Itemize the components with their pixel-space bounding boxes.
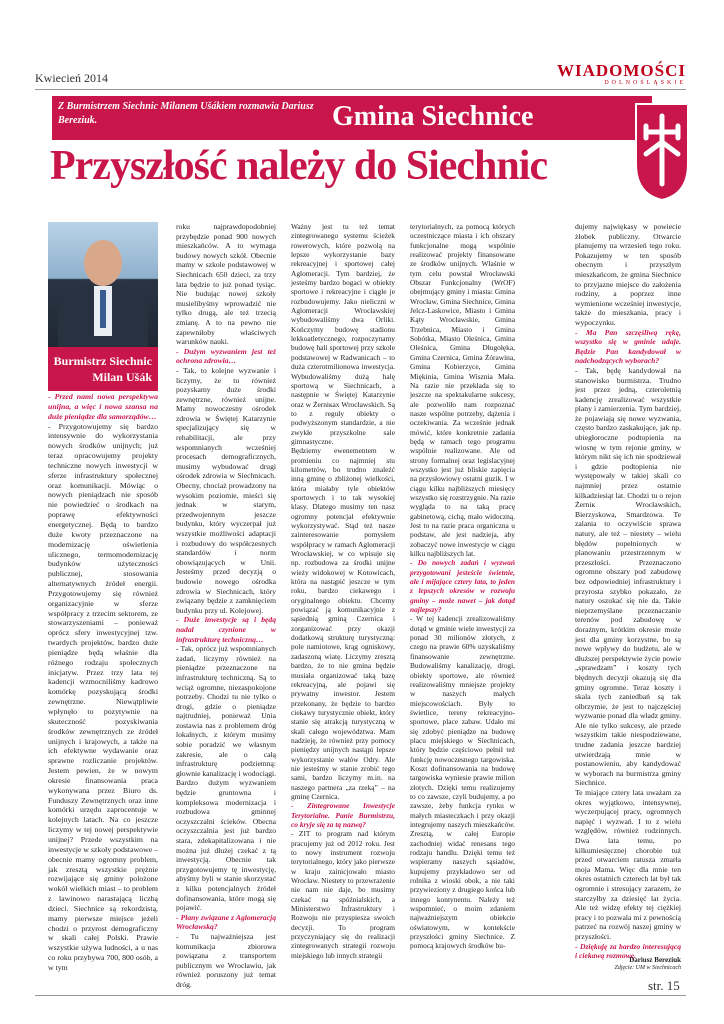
mayor-photo bbox=[48, 222, 158, 347]
question: - Dużym wyzwaniem jest też ochrona zdrowia… bbox=[176, 346, 276, 366]
question: - Przed nami nowa perspektywa unijna, a więc i nowa szansa na duże pieniądze dla samorządów… bbox=[48, 392, 158, 421]
photo-caption bbox=[48, 347, 158, 391]
answer: - ZIT to program nad którym pracujemy już od 2012 roku. Jest to nowy instrument rozwoju terytorialnego, który jako pierwsze w kraju zainicjowało miasto Wrocław. Niestety to przewrażenie nie nam nie daje, bo musimy czekać na spóźnialskich, a Ministerstwo Infrastruktury i Rozwoju nie przyspiesza swoich decyzji. To program przyczyniający się do realizacji zintegrowanych strategii rozwoju miejskiego lub innych strategii bbox=[291, 829, 395, 960]
article-column-4 bbox=[410, 222, 515, 951]
closing-line: - Dziękuję za bardzo interesującą i ciekawą rozmowę. bbox=[575, 941, 681, 961]
author-signature bbox=[575, 956, 681, 972]
siechnice-crest-icon bbox=[634, 102, 690, 202]
caption-line-2: Milan Ušák bbox=[92, 370, 152, 384]
answer: terytorialnych, za pomocą których uczestniczące miasta i ich obszary funkcjonalne mogą wspólnie realizować projekty finansowane ze środków unijnych. Właśnie w tym celu powstał Wrocławski Obszar Funkcjonalny (WrOF) obejmujący gminy i miasta: Gmina Wrocław, Gmina Siechnice, Gmina Jelcz-Laskowice, Miasto i Gmina Kąty Wrocławskie, Gmina Trzebnica, Miasto i Gmina Sobótka, Miasto Oleśnica, Gmina Oleśnica, Gmina Długołęka, Gmina Czernica, Gmina Żórawina, Gmina Kobierzyce, Gmina Miękinia, Gmina Wisznia Mała. Na razie nie przekłada się to jeszcze na spektakularne sukcesy, ale pozwoliło nam rozpoznać nasze wspólne potrzeby, dążenia i oczekiwania. Za wcześnie jednak mówić, które konkretnie zadania będą w ramach tego programu wspólnie realizowane. Ale od strony formalnej oraz legislacyjnej wszystko jest już bliskie zapięcia na przysłowiowy ostatni guzik. I w ciągu kilku najbliższych miesięcy wszystko się rozstrzygnie. Na razie wygląda to na taką pracę gabinetową, cichą, mało widoczną. Jest to na razie praca organiczna u podstaw, ale jest nadzieja, aby zobaczyć nowe inwestycje w ciągu kilku najbliższych lat. bbox=[410, 222, 515, 559]
answer: - Tak, to kolejne wyzwanie i liczymy, że tu również pozyskamy duże środki zewnętrzne, również unijne. Mamy nowoczesny ośrodek zdrowia w Świętej Katarzynie specjalizujący się w rehabilitacji, ale przy wspomnianych wcześniej procesach demograficznych, musimy wybudować drugi ośrodek zdrowia w Siechnicach. Obecny, chociaż prowadzony na wysokim poziomie, mieści się jednak w starym, przedwojennym jeszcze budynku, który wyczerpał już wszystkie możliwości adaptacji i rozbudowy do współczesnych standardów i norm obowiązujących w Unii. Jesteśmy przed decyzją o budowie nowego ośrodka zdrowia w Siechnicach, który związany będzie z zamknięciem budynku przy ul. Kolejowej. bbox=[176, 365, 276, 615]
article-column-5 bbox=[575, 222, 681, 961]
issue-date: Kwiecień 2014 bbox=[35, 71, 108, 85]
brand-subtitle: DOLNOŚLĄSKIE bbox=[604, 80, 686, 86]
caption-line-1: Burmistrz Siechnic bbox=[53, 354, 152, 368]
answer: - Tak, oprócz już wspomnianych zadań, liczymy również na pieniądze przeznaczone na infrastrukturę techniczną. Są to wciąż ogromne, niezaspokojone potrzeby. Chodzi tu nie tylko o drogi, gdzie o pieniądze najtrudniej, ponieważ Unia zostawia nas z problemem dróg lokalnych, z którym musimy sobie poradzić we własnym zakresie, ale o całą infrastrukturę podziemną: głownie kanalizację i wodociągi. Bardzo dużym wyzwaniem będzie gruntowna i kompleksowa modernizacja i rozbudowa gminnej oczyszczalni ścieków. Obecna oczyszczalnia jest już bardzo stara, zdekapitalizowana i nie można już dłużej czekać z tą inwestycją. Obecnie tak przygotowujemy tę inwestycję, abyśmy byli w stanie skorzystać z kilku potencjalnych źródeł dofinansowania, które mogą się pojawić. bbox=[176, 644, 276, 913]
answer: roku najprawdopodobniej przybędzie ponad 900 nowych mieszkańców. A to wymaga budowy nowych szkół. Obecnie mamy w szkole podstawowej w Siechnicach 650 dzieci, za trzy lata będzie to już ponad tysiąc. Nie budując nowej szkoły musielibyśmy wprowadzić nie tylko drugą, ale też trzecią zmianę. A to na pewno nie zapewniłoby właściwych warunków nauki. bbox=[176, 222, 276, 347]
publication-logo bbox=[544, 62, 686, 86]
section-title: Gmina Siechnice bbox=[332, 101, 534, 132]
question: - Ma Pan szczęśliwą rękę, wszystko się w gminie udaje. Będzie Pan kandydował w nadchodzących wyborach? bbox=[575, 327, 681, 366]
brand-title: WIADOMOŚCI bbox=[556, 61, 686, 80]
question: - Duże inwestycje są i będą nadal czynione w infrastrukturę techniczną… bbox=[176, 615, 276, 644]
header-divider bbox=[35, 89, 686, 90]
answer: - Tu najważniejsza jest komunikacja zbiorowa powiązana z transportem publicznym we Wrocławiu, jak również poruszony już temat dróg. bbox=[176, 931, 276, 989]
photo-credit: Zdjęcie: UM w Siechnicach bbox=[614, 965, 681, 971]
question: - Zintegrowane Inwestycje Terytorialne. Panie Burmistrzu, co kryje się za tą nazwą? bbox=[291, 801, 395, 829]
question: - Plany związane z Aglomeracją Wrocławską? bbox=[176, 912, 276, 932]
interview-intro: Z Burmistrzem Siechnic Milanem Ušákiem rozmawia Dariusz Bereziuk. bbox=[58, 101, 314, 126]
article-headline: Przyszłość należy do Siechnic bbox=[50, 143, 548, 189]
article-column-2 bbox=[176, 222, 276, 990]
article-column-1 bbox=[48, 392, 158, 973]
author-name: Dariusz Bereziuk bbox=[629, 956, 681, 964]
answer: dujemy najwiękasy w powiecie żłobek publiczny. Otwarcie planujemy na wrzesień tego roku. Pokazujemy w ten sposób obecnym i przyszłym mieszkańcom, że gmina Siechnice to przyjazne miejsce do założenia rodziny, a poprzez inne wymienione wcześniej inwestycje, także do mieszkania, pracy i wypoczynku. bbox=[575, 222, 681, 327]
page-number: str. 15 bbox=[648, 978, 680, 993]
answer: - W tej kadencji zrealizowaliśmy dotąd w gminie wiele inwestycji za ponad 30 milionów złotych, z czego na prawie 60% uzyskaliśmy finansowanie zewnętrzne. Budowaliśmy kanalizację, drogi, obiekty sportowe, ale również realizowaliśmy mniejsze projekty w naszych małych miejscowościach. Były to świetlice, tereny rekreacyjno-sportowe, place zabaw. Udało mi się zdobyć pieniądze na budowę placu miejskiego w Siechnicach, który będzie częściowo pełnił też funkcję nowoczesnego targowiska. Koszt dofinansowania na budowę targowiska wyniesie prawie milion złotych. Dzięki temu realizujemy to co zawsze, czyli budujemy, a po zawsze, żeby funkcja rynku w małych miasteczkach i przy okazji integrujemy naszych mieszkańców. Zresztą, w całej Europie zachodniej widać renesans tego rodzaju handlu. Dzięki temu też wspieramy naszych sąsiadów, kupujemy przykładowo ser od rolnika z wioski obok, a nie taki przywieziony z drugiego końca lub innego kontynentu. Należy też wspomnieć, o moim zdaniem najważniejszym obiekcie oświatowym, w kontekście przyszłości gminy Siechnice. Z pomocą krajowych środków bu- bbox=[410, 614, 515, 951]
answer: - Przygotowujemy się bardzo intensywnie do wykorzystania nowych środków unijnych; już teraz opracowujemy projekty techniczne nowych inwestycji w sferze infrastruktury społecznej oraz komunikacji. Mówiąc o nowych pieniądzach nie sposób nie powiedzieć o środkach na poprawę efektywności energetycznej. Będą to bardzo duże kwoty przeznaczone na modernizację oświetlenia ulicznego, termomodernizację budynków użyteczności publicznej, stosowania alternatywnych źródeł energii. Przygotowujemy się również organizacyjnie w sferze współpracy z trzecim sektorem, ze stowarzyszeniami – ponieważ oprócz sfery inwestycyjnej tzw. twardych projektów, bardzo duże pieniądze będą właśnie dla różnego rodzaju społecznych inicjatyw. Przez trzy lata tej kadencji wzmocniliśmy kadrowo komórkę pozyskującą środki zewnętrzne. Niewątpliwie wpłynęło to pozytywnie na skuteczność pozyskiwania środków zewnętrznych ze źródeł unijnych i krajowych, a także na ich efektywne wydawanie oraz sprawne rozliczanie projektów. Jestem pewien, że w nowym okresie finansowania praca wykonywana przez Biuro ds. Funduszy Zewnętrznych oraz inne komórki urzędu zaprocentuje w kolejnych latach. Na co jeszcze liczymy w tej nowej perspektywie unijnej? Przede wszystkim na inwestycje w szkoły podstawowe – obecnie mamy ogromny problem, jak zresztą wszystkie prężnie rozwijające się gminy polożone wokół wielkich miast – to problem z lawinowo narastającą liczbą dzieci. Siechnice są rekordzistą, mamy pierwsze miejsce jeżeli chodzi o przyrost demograficzny w skali całej Polski. Prawie wszystkie używa ludności, a u nas co roku przybywa 700, 800 osób, a w tym bbox=[48, 421, 159, 972]
article-column-3 bbox=[291, 222, 395, 960]
answer: Będziemy ewenementem w promieniu co najmniej stu kilometrów, bo trudno znaleźć inną gminę o zbliżonej wielkości, która miałaby tyle obiektów sportowych i to tak wysokiej klasy. Dlatego musimy ten nasz ogromny potencjał efektywnie wykorzystywać. Stąd też nasze zainteresowanie pomysłem współpracy w ramach Aglomeracji Wrocławskiej, w co wpisuje się np. rozbudowa za środki unijne wieży widokowej w Kotowicach, która na nastąpić jeszcze w tym roku, bardzo ciekawego i oryginalnego obiektu. Chcemy powiązać ją komunikacyjnie z sąsiednią gminą Czernica i zorganizować przy okazji dodatkową strukturę turystyczną: pole namiotowe, krąg ogniskowy, zadaszoną wiatę. Liczymy zresztą bardzo, że to nie gmina będzie musiała organizować taką bazę rekreacyjną, ale pojawi się prywatny inwestor. Jestem przekonany, że będzie to bardzo ciekawy turystycznie obiekt, który stanie się atrakcją turystyczną w skali całego województwa. Mam nadzieję, że również przy pomocy pieniędzy unijnych nastąpi lepsze wykorzystanie wałów Odry. Ale nie jesteśmy w stanie zrobić tego sami, bardzo liczymy m.in. na naszego partnera „za rzeką” – na gminę Czernica. bbox=[291, 446, 395, 801]
answer: - Tak, będę kandydował na stanowisko burmistrza. Trudno jest przez jedną, czteroletnią kadencję zrealizować wszystkie plany i zamierzenia. Tym bardziej, że pojawiają się nowe wyzwania, często bardzo zaskakujące, jak np. ubiegłoroczne podtopienia na wiosnę w tym rejonie gminy, w którym nikt się ich nie spodziewał i gdzie podtopienia nie występowały w takiej skali co najmniej przez ostatnie kilkadziesiąt lat. Chodzi tu o rejon Żerniк Wrocławskich, Bierzyskowa, Smardzowa. Te zalania to oczywiście sprawa natury, ale też – niestety – wielu błędów popełnionych w planowaniu przestrzennym w przeszłości. Przeznaczono ogromne obszary pod zabudowę bez odpowiedniej infrastruktury i przyrosta szybko pokazało, że natury oszukać się nie da. Takie nieprzemyślane przeznaczanie terenów pod zabudowę w dorażnym, krótkim okresie może jest dla gminy korzystne, bo są nowe wpływy do budżetu, ale w dłuższej perspektywie życie powie „sprawdzam” i koszty tych błędnych decyzji okazują się dla gminy ogromne. Teraz koszty i skala tych zaniedbań są tak olbrzymie, że jest to najczęściej wyzwanie ponad dla władz gminy. Ale nie tylko sukcesy, ale przede wszystkim takie niespodziewane, trudne zadania jeszcze bardziej utwierdzają mnie w postanowieniu, aby kandydować w wyborach na burmistrza gminy Siechnice. bbox=[575, 365, 681, 788]
question: - Do nowych zadań i wyzwań przygotowani jesteście świetnie, ale i mijające cztery lata, to jeden z lepszych okresów w rozwoju gminy – może nawet – jak dotąd najlepszy? bbox=[410, 558, 515, 615]
answer: Ważny jest tu też temat zintegrowanego systemu ścieżek rowerowych, które pozwolą na lepsze wykorzystanie bazy rekreacyjnej i sportowej całej Aglomeracji. Tym bardziej, że jesteśmy bardzo bogaci w obiekty sportowe i rekreacyjne i ciągle je rozbudowujemy. Jako nieliczni w Aglomeracji Wrocławskiej wybudowaliśmy dwa Orliki. Kończymy budowę stadionu lekkoatletycznego, rozpoczynamy budowę hali sportowej przy szkole podstawowej w Radwanicach – to duża czterotmilionowa inwestycja. Wybudowaliśmy dużą halę sportową w Siechnicach, a następnie w Świętej Katarzynie oraz w Żerniках Wrocławskich. Są to z reguły obiekty o podwyższonym standardzie, a nie zwykłe przyszkolne sale gimnastyczne. bbox=[291, 222, 395, 446]
footer-divider bbox=[35, 995, 686, 996]
answer: Te miające cztery lata uważam za okres wyjątkowo, intensywnej, wyczerpującej pracy, ogromnych napięć i wyzwań. I to z wielu względów, również rodzinnych. Dwa lata temu, po kilkumiesięcznej chorobie tuż przed otwarciem ratusza zmarła moja Mama. Więc dla mnie ten okres ostatnich czterech lat był tak ogromnie i stresujący zarazem, że starczyłby za dziesięć lat życia. Ale też widzę efekty tej ciężkiej pracy i to pozwala mi z pewnością patrzeć na rozwój naszej gminy w przyszłości. bbox=[575, 788, 681, 941]
